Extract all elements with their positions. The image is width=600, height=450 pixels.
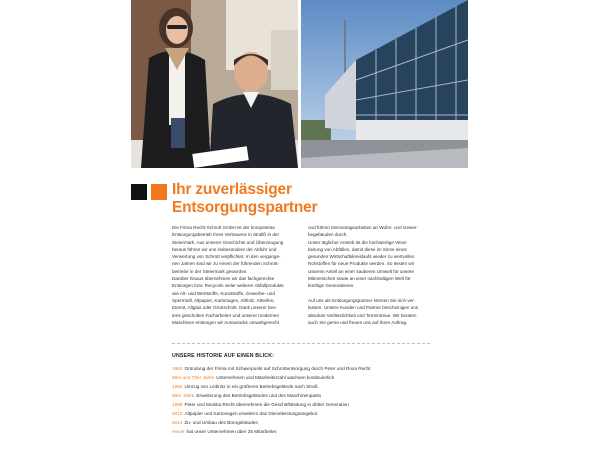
history-list bbox=[172, 367, 462, 439]
history-text: hat unser Unternehmen über 25 Mitarbeiter. bbox=[186, 429, 278, 435]
history-heading: UNSERE HISTORIE AUF EINEN BLICK: bbox=[172, 353, 275, 359]
history-item bbox=[172, 403, 462, 408]
title-line-2: Entsorgungspartner bbox=[172, 199, 318, 216]
history-item bbox=[172, 394, 462, 399]
owners-photo-icon bbox=[131, 0, 298, 168]
history-item bbox=[172, 376, 462, 381]
history-text: Umzug von Leibnitz in ein größeres Betriebsgelände nach Straß bbox=[184, 384, 318, 390]
section-divider bbox=[172, 343, 430, 344]
company-building-photo bbox=[301, 0, 468, 168]
history-item bbox=[172, 430, 462, 435]
history-item bbox=[172, 385, 462, 390]
owners-photo bbox=[131, 0, 298, 168]
title-line-1: Ihr zuverlässiger bbox=[172, 181, 292, 198]
history-item bbox=[172, 412, 462, 417]
history-year: 60er und 70er Jahre bbox=[172, 375, 215, 381]
history-text: Zu- und Umbau des Bürogebäudes bbox=[184, 420, 258, 426]
page-title bbox=[172, 181, 462, 217]
decorative-black-square bbox=[131, 184, 147, 200]
history-year: 1984 bbox=[172, 384, 183, 390]
history-year: 2010 bbox=[172, 411, 183, 417]
history-text: Gründung der Firma mit Schwerpunkt auf Schrottentsorgung durch Peter und Rosa Recht bbox=[184, 366, 371, 371]
history-text: Erweiterung des Betriebsgeländes und des Maschinenparks bbox=[196, 393, 322, 399]
history-year: 1998 bbox=[172, 402, 183, 408]
history-year: 90er Jahre bbox=[172, 393, 195, 399]
company-building-photo-icon bbox=[301, 0, 468, 168]
history-text: Altpapier und Kartonagen erweitern das Dienstleistungsangebot bbox=[184, 411, 318, 417]
history-text: Unternehmen und Mitarbeiterzahl wachsen kontinuierlich bbox=[216, 375, 335, 381]
history-item bbox=[172, 421, 462, 426]
history-year: Heute bbox=[172, 429, 185, 435]
history-year: 1962 bbox=[172, 366, 183, 371]
body-text-column-2: und führen Demontagearbeiten an Wohn- und Gewer- begebäuden durch. Unser täglicher Antrieb ist die hochwertige Verar- beitung von Abfällen, damit diese im Sinne eines gesunden Wirtschaftskreislaufs wieder zu wertvollen Rohstoffen für neue Produkte werden. So leisten wir unseren Anteil an einer sauberen Umwelt für unsere Mitmenschen sowie an einer nachhaltigen Welt für künftige Generationen. Auf uns als Entsorgungspartner können Sie sich ver- lassen. Unsere Kunden und Partner bescheinigen uns absolute Verlässlichkeit und Termintreue. Wir beraten auch Sie gerne und freuen uns auf Ihren Auftrag. bbox=[308, 225, 419, 325]
history-text: Peter und Monika Recht übernehmen die Geschäftsleitung in dritter Generation bbox=[184, 402, 349, 408]
history-item bbox=[172, 367, 462, 372]
body-text-column-1: Die Firma Recht-Schrott GmbH ist der kompetente Entsorgungsbetrieb Ihres Vertrauens in Strallß in der Steiermark. Aus unserer Geschichte und Überzeugung heraus führen wir uns insbesondere der Abfuhr und Verwertung von Schrott verpflichtet. In den vergange- nen Jahren sind wir zu einem der führenden Schrott- betriebe in der Steiermark geworden. Darüber hinaus übernehmen wir das fachgerechte Entsorgen bzw. Recyceln vieler weiterer Abfallprodukte wie Alt- und Wertstoffe, Kunststoffe, Gewerbe- und Sperrmüll, Altpapier, Kartonagen, Altholz, Altreifen, Eternit, Altglas oder Grünschnitt. Dank unserer bes- tens geschulten Facharbeiter und unserer modernen Maschinen entsorgen wir Autowracks umweltgerecht bbox=[172, 225, 284, 325]
history-year: 2014 bbox=[172, 420, 183, 426]
decorative-orange-square bbox=[151, 184, 167, 200]
